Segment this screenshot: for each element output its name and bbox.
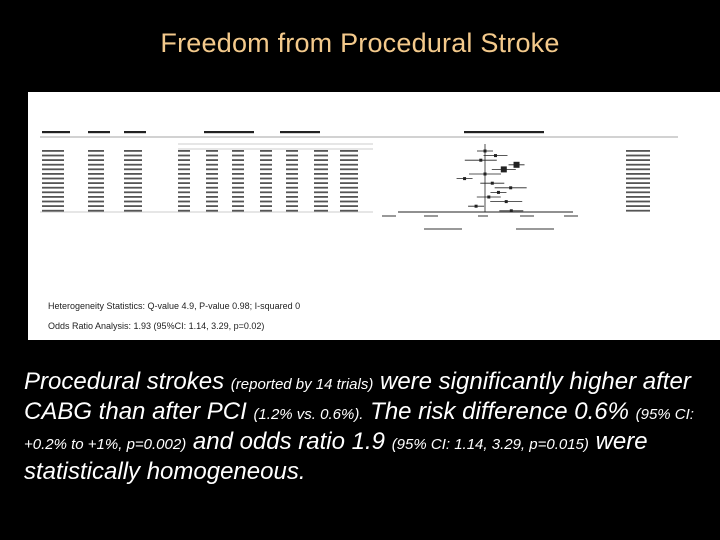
table-cell <box>178 187 190 189</box>
table-cell <box>88 191 104 193</box>
table-cell <box>626 205 650 207</box>
table-cell <box>340 191 358 193</box>
table-cell <box>88 155 104 157</box>
summary-part: Procedural strokes <box>24 368 231 395</box>
table-cell <box>124 191 142 193</box>
table-cell <box>206 178 218 180</box>
point-estimate <box>491 182 494 185</box>
table-cell <box>232 182 244 184</box>
table-cell <box>88 205 104 207</box>
table-cell <box>88 164 104 166</box>
table-cell <box>206 191 218 193</box>
summary-detail: (reported by 14 trials) <box>230 376 374 393</box>
summary-text <box>24 368 712 485</box>
table-cell <box>124 173 142 175</box>
table-cell <box>340 205 358 207</box>
table-cell <box>286 159 298 161</box>
point-estimate <box>510 209 513 212</box>
table-cell <box>232 173 244 175</box>
table-cell <box>626 201 650 203</box>
table-cell <box>206 196 218 198</box>
table-cell <box>232 201 244 203</box>
table-cell <box>124 155 142 157</box>
table-cell <box>178 205 190 207</box>
table-cell <box>178 182 190 184</box>
table-cell <box>340 155 358 157</box>
forest-plot-figure <box>28 92 720 340</box>
table-cell <box>42 150 64 152</box>
forest-marks <box>457 150 527 213</box>
table-cell <box>340 210 358 212</box>
table-cell <box>260 155 272 157</box>
table-cell <box>314 182 328 184</box>
table-cell <box>314 201 328 203</box>
table-cell <box>88 150 104 152</box>
table-cell <box>232 150 244 152</box>
table-cell <box>314 187 328 189</box>
table-cell <box>42 196 64 198</box>
table-cell <box>286 182 298 184</box>
summary-part: were statistically homogeneous. <box>24 428 648 485</box>
summary-part: and odds ratio 1.9 <box>186 428 392 455</box>
table-cell <box>206 150 218 152</box>
table-cell <box>124 182 142 184</box>
table-cell <box>178 159 190 161</box>
table-cell <box>42 182 64 184</box>
table-cell <box>340 178 358 180</box>
table-cell <box>286 196 298 198</box>
table-cell <box>286 168 298 170</box>
table-cell <box>626 173 650 175</box>
table-cell <box>206 210 218 212</box>
table-cell <box>314 155 328 157</box>
table-cell <box>626 159 650 161</box>
table-cell <box>260 182 272 184</box>
table-cell <box>340 164 358 166</box>
table-cell <box>626 150 650 152</box>
table-cell <box>42 155 64 157</box>
table-cell <box>88 182 104 184</box>
table-cell <box>42 164 64 166</box>
table-cell <box>314 210 328 212</box>
table-cell <box>206 201 218 203</box>
table-cell <box>260 196 272 198</box>
table-cell <box>178 150 190 152</box>
table-cell <box>88 210 104 212</box>
table-cell <box>340 168 358 170</box>
table-cell <box>260 159 272 161</box>
table-cell <box>42 210 64 212</box>
table-cell <box>314 205 328 207</box>
table-cell <box>286 178 298 180</box>
table-cell <box>260 205 272 207</box>
table-cell <box>88 196 104 198</box>
table-cell <box>286 155 298 157</box>
table-cell <box>340 187 358 189</box>
table-cell <box>260 201 272 203</box>
table-cell <box>42 205 64 207</box>
table-cell <box>626 155 650 157</box>
table-cell <box>124 168 142 170</box>
table-cell <box>206 187 218 189</box>
table-cell <box>88 201 104 203</box>
heterogeneity-statistics: Heterogeneity Statistics: Q-value 4.9, P-value 0.98; I-squared 0 <box>48 301 301 311</box>
table-cell <box>88 178 104 180</box>
table-cell <box>232 210 244 212</box>
header-cell <box>124 131 146 133</box>
point-estimate <box>497 191 500 194</box>
table-cell <box>206 205 218 207</box>
table-cell <box>626 178 650 180</box>
table-cell <box>124 150 142 152</box>
table-cell <box>232 159 244 161</box>
table-cell <box>42 168 64 170</box>
table-cell <box>178 173 190 175</box>
table-cell <box>286 164 298 166</box>
header-cell <box>88 131 110 133</box>
table-cell <box>178 164 190 166</box>
table-cell <box>260 168 272 170</box>
axis-ticks <box>382 215 578 230</box>
point-estimate <box>514 162 520 168</box>
table-cell <box>314 178 328 180</box>
table-cell <box>232 168 244 170</box>
table-cell <box>626 187 650 189</box>
header-cell <box>204 131 254 133</box>
summary-part: The risk difference 0.6% <box>363 398 636 425</box>
table-cell <box>124 178 142 180</box>
table-cell <box>314 150 328 152</box>
table-cell <box>88 173 104 175</box>
table-cell <box>286 191 298 193</box>
table-cell <box>206 168 218 170</box>
table-cell <box>206 173 218 175</box>
table-cell <box>232 155 244 157</box>
table-cell <box>286 205 298 207</box>
table-cell <box>206 159 218 161</box>
header-cell <box>42 131 70 133</box>
table-cell <box>88 187 104 189</box>
table-cell <box>314 173 328 175</box>
table-cell <box>206 155 218 157</box>
table-cell <box>178 178 190 180</box>
table-cell <box>124 210 142 212</box>
table-cell <box>124 164 142 166</box>
table-cell <box>42 191 64 193</box>
point-estimate <box>463 177 466 180</box>
table-cell <box>232 164 244 166</box>
summary-detail: (1.2% vs. 0.6%). <box>253 406 364 423</box>
table-cell <box>178 191 190 193</box>
table-cell <box>260 173 272 175</box>
table-cell <box>260 210 272 212</box>
slide-title: Freedom from Procedural Stroke <box>160 28 560 58</box>
table-cell <box>260 187 272 189</box>
table-cell <box>626 210 650 212</box>
point-estimate <box>509 186 512 189</box>
table-cell <box>260 178 272 180</box>
table-cell <box>232 187 244 189</box>
odds-ratio-analysis: Odds Ratio Analysis: 1.93 (95%CI: 1.14, 3.29, p=0.02) <box>48 321 265 331</box>
table-cell <box>178 210 190 212</box>
table-cell <box>286 173 298 175</box>
table-cell <box>178 201 190 203</box>
table-cell <box>88 159 104 161</box>
point-estimate <box>494 154 497 157</box>
table-cell <box>340 201 358 203</box>
table-cell <box>42 187 64 189</box>
table-cell <box>340 159 358 161</box>
table-cell <box>314 196 328 198</box>
point-estimate <box>501 166 507 172</box>
table-cell <box>626 182 650 184</box>
table-cell <box>232 205 244 207</box>
table-cell <box>260 164 272 166</box>
header-cell <box>464 131 544 133</box>
table-cell <box>626 196 650 198</box>
table-cell <box>314 164 328 166</box>
point-estimate <box>487 196 490 199</box>
table-cell <box>314 168 328 170</box>
point-estimate <box>505 200 508 203</box>
table-cell <box>260 191 272 193</box>
table-cell <box>314 191 328 193</box>
table-cell <box>124 196 142 198</box>
table-cell <box>124 159 142 161</box>
header-cell <box>280 131 320 133</box>
summary-detail: (95% CI: +0.2% to +1%, p=0.002) <box>24 406 694 453</box>
table-cell <box>232 191 244 193</box>
table-cell <box>124 201 142 203</box>
table-cell <box>232 196 244 198</box>
table-cell <box>206 182 218 184</box>
point-estimate <box>484 173 487 176</box>
table-cell <box>232 178 244 180</box>
table-cell <box>178 196 190 198</box>
table-cell <box>42 159 64 161</box>
table-cell <box>626 191 650 193</box>
table-cell <box>286 150 298 152</box>
point-estimate <box>475 205 478 208</box>
table-cell <box>178 168 190 170</box>
table-cell <box>206 164 218 166</box>
table-cell <box>626 168 650 170</box>
table-cell <box>124 187 142 189</box>
table-cell <box>340 173 358 175</box>
table-cell <box>286 187 298 189</box>
table-cell <box>626 164 650 166</box>
summary-part: were significantly higher after CABG than after PCI <box>24 368 691 425</box>
table-cell <box>42 178 64 180</box>
table-cell <box>340 196 358 198</box>
table-cell <box>124 205 142 207</box>
table-cell <box>286 201 298 203</box>
table-cell <box>88 168 104 170</box>
point-estimate <box>479 159 482 162</box>
table-cell <box>314 159 328 161</box>
table-cell <box>340 150 358 152</box>
table-cell <box>42 201 64 203</box>
table-cell <box>178 155 190 157</box>
summary-detail: (95% CI: 1.14, 3.29, p=0.015) <box>391 436 589 453</box>
table-cell <box>42 173 64 175</box>
study-rows <box>42 131 650 212</box>
table-cell <box>260 150 272 152</box>
point-estimate <box>484 150 487 153</box>
table-cell <box>340 182 358 184</box>
table-cell <box>286 210 298 212</box>
